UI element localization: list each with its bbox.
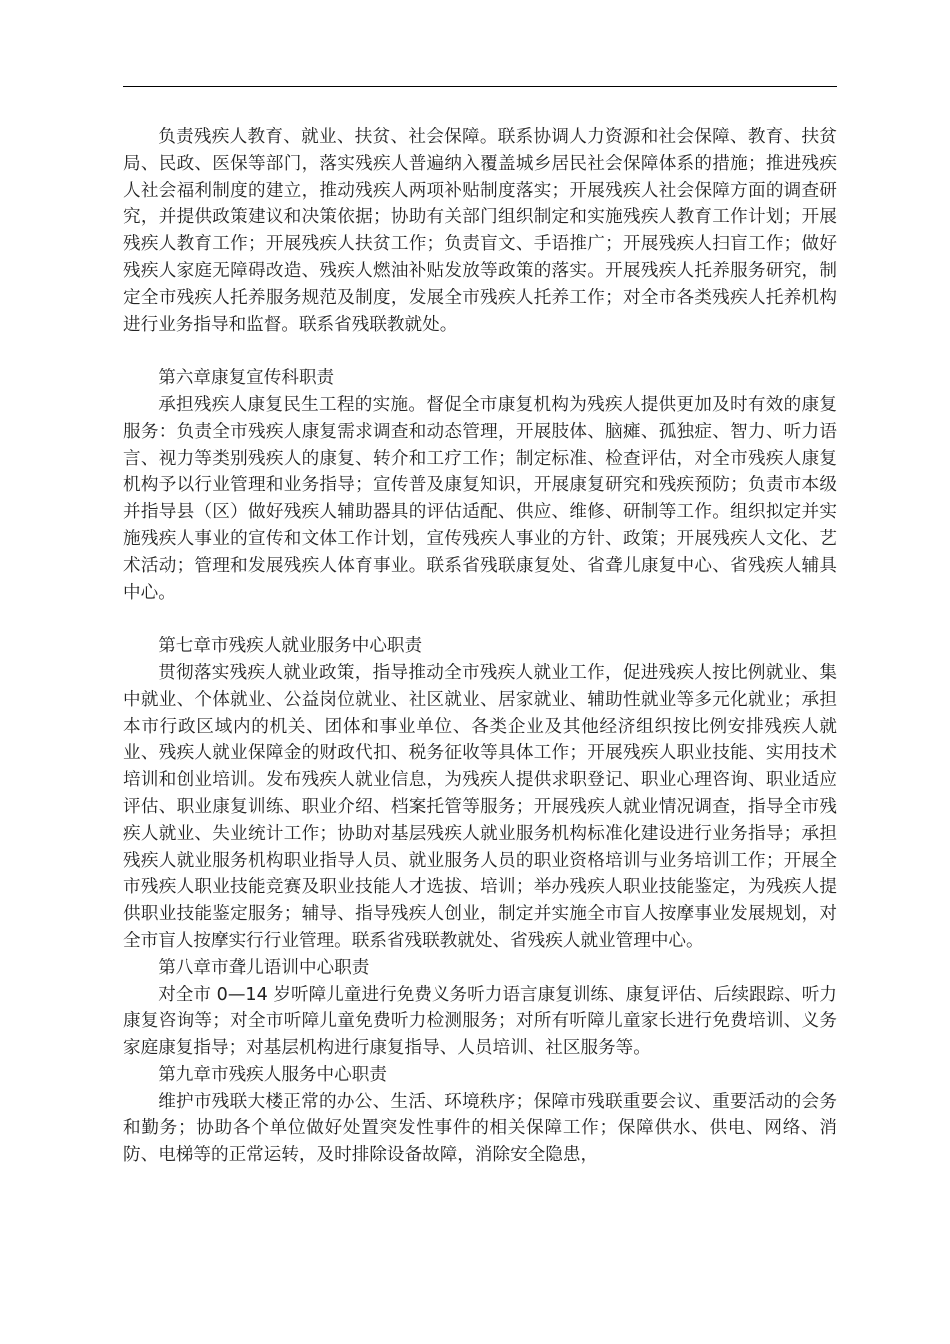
chapter9-body-paragraph: 维护市残联大楼正常的办公、生活、环境秩序；保障市残联重要会议、重要活动的会务和勤务；协助各个单位做好处置突发性事件的相关保障工作；保障供水、供电、网络、消防、电梯等的正常运转，及时排除设备故障，消除安全隐患， bbox=[123, 1091, 837, 1166]
chapter6-body-paragraph: 承担残疾人康复民生工程的实施。督促全市康复机构为残疾人提供更加及时有效的康复服务：负责全市残疾人康复需求调查和动态管理，开展肢体、脑瘫、孤独症、智力、听力语言、视力等类别残疾人的康复、转介和工疗工作；制定标准、检查评估，对全市残疾人康复机构予以行业管理和业务指导；宣传普及康复知识，开展康复研究和残疾预防；负责市本级并指导县（区）做好残疾人辅助器具的评估适配、供应、维修、研制等工作。组织拟定并实施残疾人事业的宣传和文体工作计划，宣传残疾人事业的方针、政策；开展残疾人文化、艺术活动；管理和发展残疾人体育事业。联系省残联康复处、省聋儿康复中心、省残疾人辅具中心。 bbox=[123, 394, 837, 603]
paragraph-gap bbox=[123, 338, 837, 365]
document-body bbox=[123, 124, 837, 1169]
chapter7-heading: 第七章市残疾人就业服务中心职责 bbox=[158, 636, 423, 657]
header-rule bbox=[123, 86, 837, 87]
section5-body-paragraph: 负责残疾人教育、就业、扶贫、社会保障。联系协调人力资源和社会保障、教育、扶贫局、民政、医保等部门，落实残疾人普遍纳入覆盖城乡居民社会保障体系的措施；推进残疾人社会福利制度的建立，推动残疾人两项补贴制度落实；开展残疾人社会保障方面的调查研究，并提供政策建议和决策依据；协助有关部门组织制定和实施残疾人教育工作计划；开展残疾人教育工作；开展残疾人扶贫工作；负责盲文、手语推广；开展残疾人扫盲工作；做好残疾人家庭无障碍改造、残疾人燃油补贴发放等政策的落实。开展残疾人托养服务研究，制定全市残疾人托养服务规范及制度，发展全市残疾人托养工作；对全市各类残疾人托养机构进行业务指导和监督。联系省残联教就处。 bbox=[123, 127, 837, 335]
chapter7-body-paragraph: 贯彻落实残疾人就业政策，指导推动全市残疾人就业工作，促进残疾人按比例就业、集中就业、个体就业、公益岗位就业、社区就业、居家就业、辅助性就业等多元化就业；承担本市行政区域内的机关、团体和事业单位、各类企业及其他经济组织按比例安排残疾人就业、残疾人就业保障金的财政代扣、税务征收等具体工作；开展残疾人职业技能、实用技术培训和创业培训。发布残疾人就业信息，为残疾人提供求职登记、职业心理咨询、职业适应评估、职业康复训练、职业介绍、档案托管等服务；开展残疾人就业情况调查，指导全市残疾人就业、失业统计工作；协助对基层残疾人就业服务机构标准化建设进行业务指导；承担残疾人就业服务机构职业指导人员、就业服务人员的职业资格培训与业务培训工作；开展全市残疾人职业技能竞赛及职业技能人才选拔、培训；举办残疾人职业技能鉴定，为残疾人提供职业技能鉴定服务；辅导、指导残疾人创业，制定并实施全市盲人按摩事业发展规划，对全市盲人按摩实行行业管理。联系省残联教就处、省残疾人就业管理中心。 bbox=[123, 662, 837, 951]
chapter9-heading: 第九章市残疾人服务中心职责 bbox=[158, 1064, 387, 1085]
chapter8-heading: 第八章市聋儿语训中心职责 bbox=[158, 957, 370, 978]
paragraph-gap bbox=[123, 606, 837, 633]
chapter8-body-paragraph: 对全市 0—14 岁听障儿童进行免费义务听力语言康复训练、康复评估、后续跟踪、听力康复咨询等；对全市听障儿童免费听力检测服务；对所有听障儿童家长进行免费培训、义务家庭康复指导；对基层机构进行康复指导、人员培训、社区服务等。 bbox=[123, 984, 837, 1059]
chapter6-heading: 第六章康复宣传科职责 bbox=[158, 368, 335, 389]
